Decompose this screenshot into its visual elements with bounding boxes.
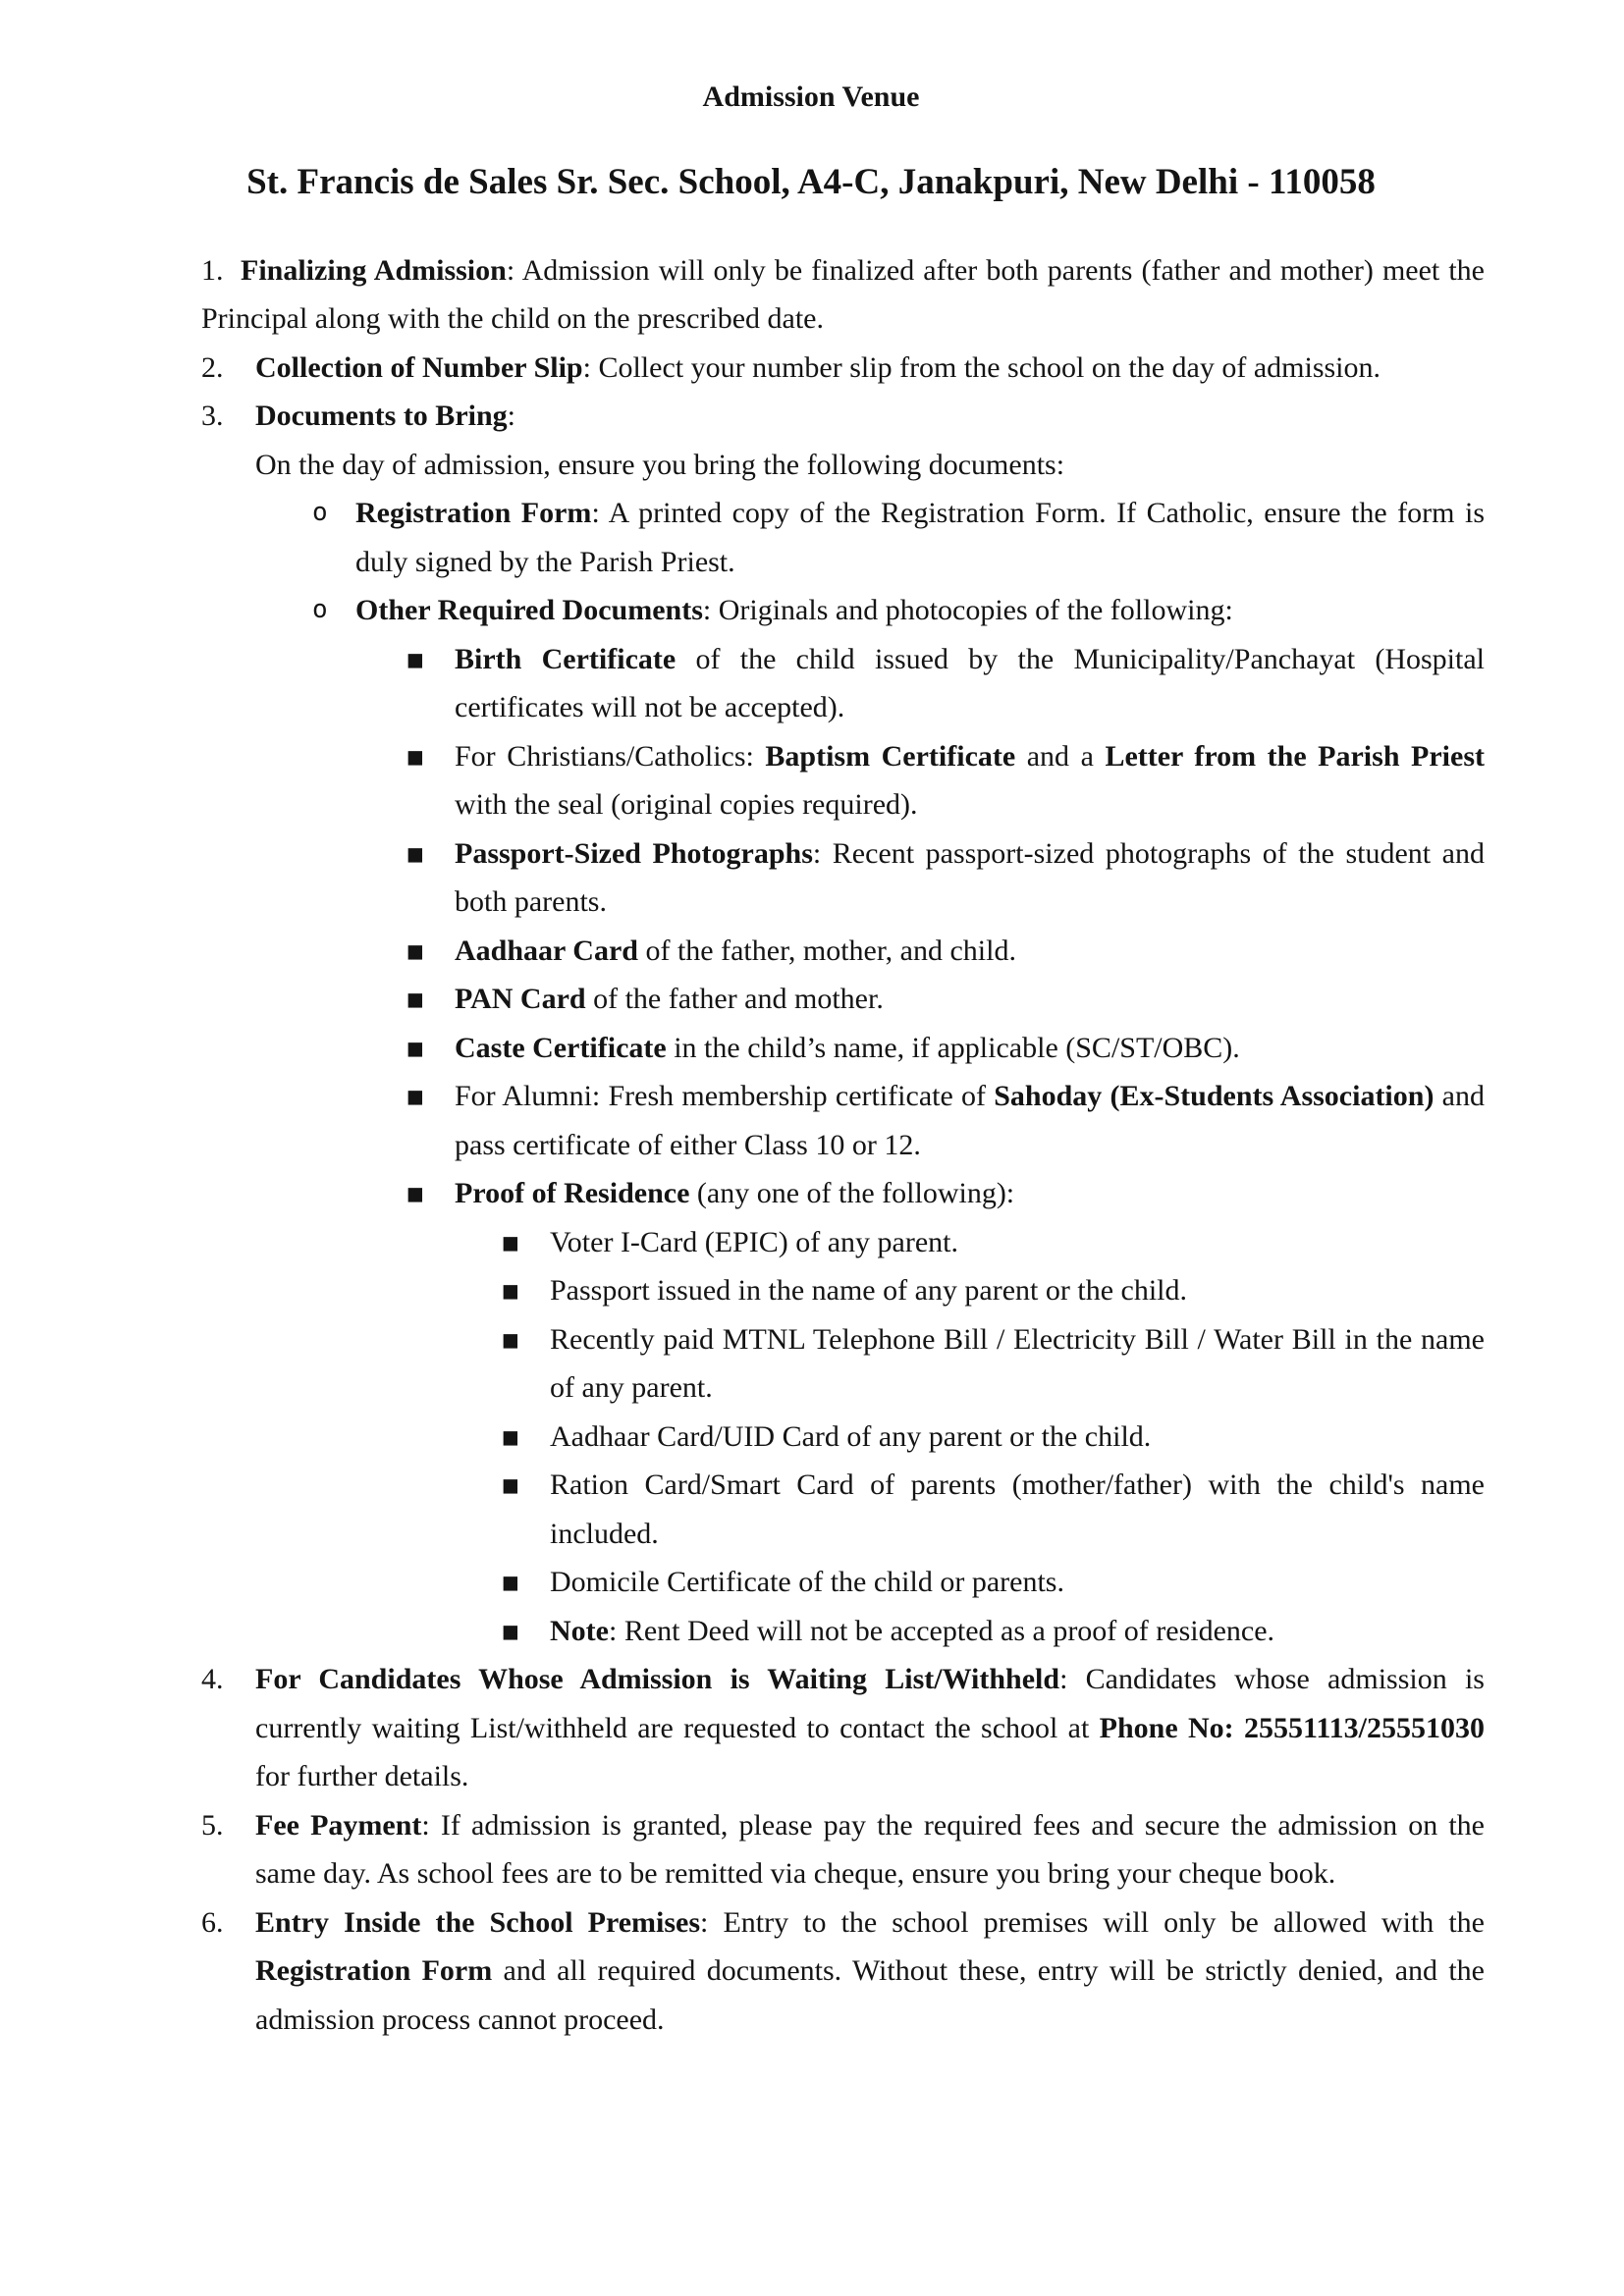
item-text: (any one of the following): [689,1177,1015,1209]
item-bold-label: Baptism Certificate [765,739,1016,773]
item-text: : Candidates whose admission is currently waiting List/withheld are requested to contact the school at [255,1663,1485,1744]
item-text: of the father, mother, and child. [637,934,1016,967]
item-text: of the father and mother. [585,983,884,1015]
item-text: For Alumni: Fresh membership certificate of [455,1080,995,1112]
list-item-baptism-certificate [406,732,1485,829]
item-text: : A printed copy of the Registration Form. If Catholic, ensure the form is duly signed by the Parish Priest. [355,497,1485,578]
school-address-heading: St. Francis de Sales Sr. Sec. School, A4-C, Janakpuri, New Delhi - 110058 [246,161,1376,202]
list-item-aadhaar-card [406,927,1485,976]
item-bold-label: Note [550,1614,609,1647]
item-bold-label: Letter from the Parish Priest [1105,739,1485,773]
bullet-circle-marker: o [312,498,328,527]
list-item-voter-card [501,1218,1485,1267]
bullet-square-marker: ▪ [501,1565,520,1598]
list-item-aadhaar-uid [501,1413,1485,1462]
item-text: : Collect your number slip from the school on the day of admission. [582,350,1380,384]
item-text: and all required documents. Without these, entry will be strictly denied, and the admission process cannot proceed. [255,1954,1486,2036]
item-text: For Christians/Catholics: [455,739,766,773]
list-number: 3. [201,400,224,432]
list-item-entry-premises [201,1898,1485,2045]
item-bold-label: Documents to Bring [255,400,508,432]
bullet-square-marker: ▪ [406,835,425,870]
item-bold-label: Proof of Residence [455,1177,690,1209]
list-number: 6. [201,1905,224,1939]
item-text: and pass certificate of either Class 10 or 12. [455,1080,1485,1161]
list-item-number-slip [201,344,1485,393]
bullet-square-marker: ▪ [501,1468,520,1501]
list-item-documents-to-bring [201,392,1485,441]
list-number: 1. [201,253,224,287]
item-text: : Originals and photocopies of the following: [702,594,1233,626]
list-item-proof-of-residence [406,1169,1485,1218]
bullet-square-marker: ▪ [501,1273,520,1307]
bullet-square-marker: ▪ [406,641,425,675]
list-item-other-required-documents [312,586,1485,635]
item-text: Ration Card/Smart Card of parents (mother/father) with the child's name included. [550,1468,1485,1550]
item-bold-label: Birth Certificate [455,642,677,675]
item-bold-label: Other Required Documents [355,594,703,626]
item-bold-label: Entry Inside the School Premises [255,1905,701,1939]
list-item-registration-form [312,489,1485,586]
bullet-square-marker: ▪ [406,982,425,1015]
list-item-domicile-certificate [501,1558,1485,1607]
list-number: 4. [201,1663,224,1695]
bullet-circle-marker: o [312,595,328,624]
list-item-pan-card [406,975,1485,1024]
item-bold-label: Passport-Sized Photographs [455,836,813,870]
item-text: : Admission will only be finalized after both parents (father and mother) meet the Principal along with the child on the prescribed date. [201,253,1485,335]
item-bold-label: Registration Form [355,497,592,529]
list-item-birth-certificate [406,635,1485,732]
list-number: 5. [201,1808,224,1842]
item-text: : Recent passport-sized photographs of the student and both parents. [455,836,1485,918]
item-bold-label: Collection of Number Slip [255,350,583,384]
item-text: : [507,400,515,432]
list-item-caste-certificate [406,1024,1485,1073]
bullet-square-marker: ▪ [406,1176,425,1209]
item-text: Domicile Certificate of the child or parents. [550,1566,1064,1598]
item-bold-label: Caste Certificate [455,1031,667,1064]
bullet-square-marker: ▪ [501,1321,520,1356]
item-bold-label: Finalizing Admission [241,253,507,287]
documents-intro-line: On the day of admission, ensure you bring the following documents: [255,448,1065,481]
list-item-passport-photos [406,829,1485,927]
item-bold-label: For Candidates Whose Admission is Waiting List/Withheld [255,1663,1060,1695]
item-text: in the child’s name, if applicable (SC/ST/OBC). [666,1031,1240,1064]
item-text: Recently paid MTNL Telephone Bill / Electricity Bill / Water Bill in the name of any parent. [550,1322,1485,1404]
list-item-alumni-sahoday [406,1072,1485,1169]
list-item-passport [501,1266,1485,1315]
bullet-square-marker: ▪ [501,1613,520,1647]
bullet-square-marker: ▪ [406,1079,425,1112]
list-item-waiting-list [201,1655,1485,1801]
item-text: : If admission is granted, please pay the required fees and secure the admission on the same day. As school fees are to be remitted via cheque, ensure you bring your cheque book. [255,1808,1485,1890]
item-bold-label: Aadhaar Card [455,934,638,967]
item-text: : Entry to the school premises will only be allowed with the [700,1905,1485,1939]
document-title: Admission Venue [702,80,920,113]
list-item-ration-card [501,1461,1485,1558]
list-item-finalizing-admission [201,246,1485,344]
list-item-rent-deed-note [501,1607,1485,1656]
list-item-fee-payment [201,1801,1485,1898]
item-text: : Rent Deed will not be accepted as a proof of residence. [608,1614,1275,1647]
item-bold-label: Phone No: 25551113/25551030 [1099,1711,1485,1744]
bullet-square-marker: ▪ [406,1030,425,1064]
item-text: with the seal (original copies required). [455,788,918,821]
item-text: Voter I-Card (EPIC) of any parent. [550,1225,958,1258]
item-text: Passport issued in the name of any parent or the child. [550,1274,1188,1307]
item-text: and a [1015,739,1106,773]
item-bold-label: PAN Card [455,983,586,1015]
item-text: of the child issued by the Municipality/Panchayat (Hospital certificates will not be accepted). [455,642,1485,723]
list-number: 2. [201,350,224,384]
item-bold-label: Fee Payment [255,1808,422,1842]
bullet-square-marker: ▪ [501,1418,520,1453]
item-bold-label: Registration Form [255,1954,493,1987]
bullet-square-marker: ▪ [406,933,425,967]
item-text: Aadhaar Card/UID Card of any parent or the child. [550,1419,1152,1453]
bullet-square-marker: ▪ [501,1224,520,1258]
item-bold-label: Sahoday (Ex-Students Association) [994,1080,1435,1112]
list-item-utility-bill [501,1315,1485,1413]
bullet-square-marker: ▪ [406,738,425,773]
item-text: for further details. [255,1760,469,1792]
